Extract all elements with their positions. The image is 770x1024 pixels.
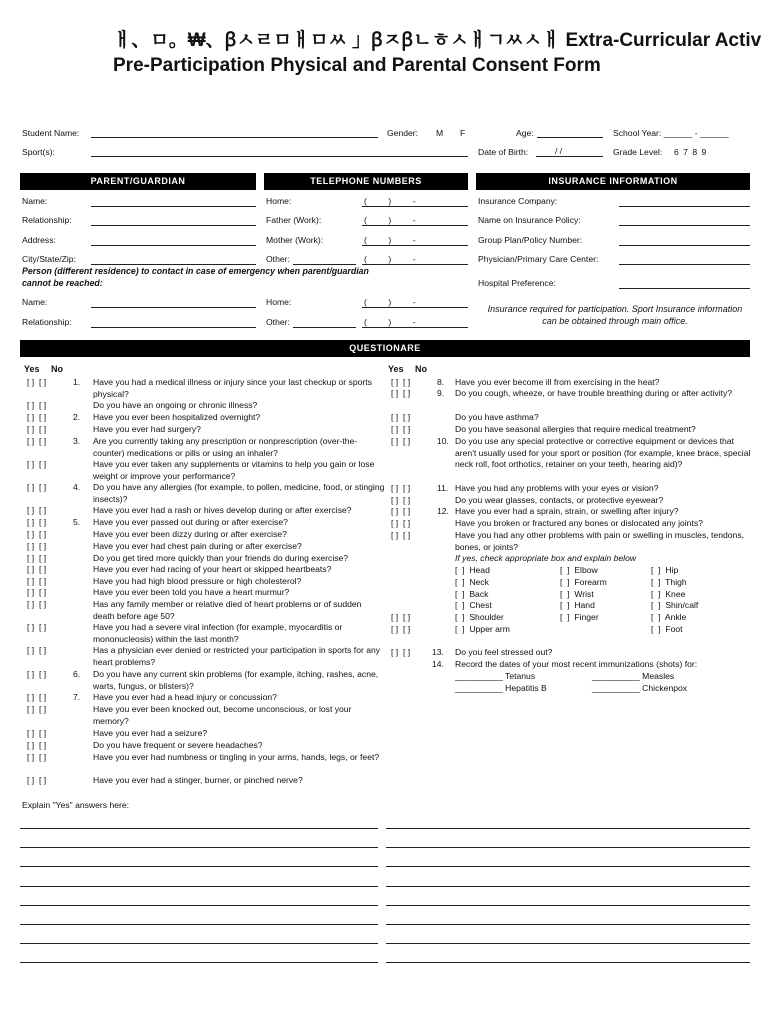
question-text: Have you ever taken any supplements or vitamins to help you gain or lose weight or improve your performance? [93,459,375,481]
emergency-name-field[interactable] [91,307,256,308]
yes-no-checkbox[interactable]: [ ] [ ] [27,728,47,738]
question-text: Have you ever been dizzy during or after exercise? [93,529,287,539]
body-part-checkbox[interactable]: [ ] Knee [651,588,686,599]
explain-line[interactable] [20,905,378,906]
question-number: 1. [73,377,81,387]
explain-line[interactable] [386,962,750,963]
yes-no-checkbox[interactable]: [ ] [ ] [391,388,411,398]
question-number: 10. [437,436,449,446]
yes-no-checkbox[interactable]: [ ] [ ] [27,576,47,586]
emergency-relationship-label: Relationship: [22,317,72,327]
yes-no-checkbox[interactable]: [ ] [ ] [27,553,47,563]
yes-no-checkbox[interactable]: [ ] [ ] [27,669,47,679]
yes-no-checkbox[interactable]: [ ] [ ] [27,645,47,655]
dob-label: Date of Birth: [478,147,529,157]
question-text: Have you ever had a head injury or concussion? [93,692,277,702]
body-part-checkbox[interactable]: [ ] Wrist [560,588,594,599]
insurance-company-label: Insurance Company: [478,196,558,206]
explain-line[interactable] [386,905,750,906]
emergency-home-mask: ( ) - [364,297,416,307]
form-title-line1: ㅐ、ㅁ。₩、ꞵㅅㄹㅁㅐㅁㅆ 」ꞵㅈꞵㄴㅎㅅㅐㄱㅆㅅㅐ Extra-Curricular Activ [113,30,762,51]
phone-home-mask: ( ) - [364,196,416,206]
question-text: Do you use any special protective or corrective equipment or devices that aren't usually used for your sport or position (for example, knee brace, special neck roll, foot orthotics, retainer on your teeth, hearing aid)? [455,436,751,469]
yes-no-checkbox[interactable]: [ ] [ ] [391,436,411,446]
q14-number: 14. [432,659,444,669]
insurance-note: Insurance required for participation. Sport Insurance information can be obtained through main office. [487,304,743,326]
explain-line[interactable] [20,886,378,887]
question-text: Has a physician ever denied or restricted your participation in sports for any heart problems? [93,645,381,667]
tetanus-field[interactable]: __________ Tetanus [455,671,536,681]
parent-name-field[interactable] [91,206,256,207]
yes-no-checkbox[interactable]: [ ] [ ] [27,505,47,515]
body-part-checkbox[interactable]: [ ] Hip [651,565,679,575]
question-number: 11. [437,483,449,493]
question-text: Do you have any current skin problems (for example, itching, rashes, acne, warts, fungus, or blisters)? [93,669,379,691]
chickenpox-field[interactable]: __________ Chickenpox [592,683,688,693]
age-label: Age: [516,128,534,138]
parent-relationship-field[interactable] [91,225,256,226]
body-part-checkbox[interactable]: [ ] Neck [455,576,489,587]
emergency-home-label: Home: [266,297,292,307]
question-text: Have you broken or fractured any bones or dislocated any joints? [455,518,703,528]
yes-no-checkbox[interactable]: [ ] [ ] [391,495,411,505]
parent-city-label: City/State/Zip: [22,254,76,264]
question-text: Have you ever become ill from exercising in the heat? [455,377,660,387]
dob-field[interactable] [536,156,603,157]
q13-number: 13. [432,647,444,657]
question-text: Do you cough, wheeze, or have trouble breathing during or after activity? [455,388,733,398]
yes-no-checkbox[interactable]: [ ] [ ] [27,692,47,702]
question-text: Do you wear glasses, contacts, or protective eyewear? [455,495,664,505]
question-text: Have you had high blood pressure or high cholesterol? [93,576,302,586]
phone-father-field[interactable] [362,225,468,226]
parent-name-label: Name: [22,196,48,206]
question-text: Have you ever had a seizure? [93,728,208,738]
body-part-checkbox[interactable]: [ ] Back [455,588,489,599]
yes-no-checkbox[interactable]: [ ] [ ] [27,482,47,492]
gender-label: Gender: [387,128,419,138]
shoulder-yes-no-box[interactable]: [ ] [ ] [391,612,411,622]
yes-no-checkbox[interactable]: [ ] [ ] [391,506,411,516]
phone-other-field[interactable] [362,264,468,265]
yes-no-checkbox[interactable]: [ ] [ ] [27,436,47,446]
yes-no-checkbox[interactable]: [ ] [ ] [27,517,47,527]
question-number: 12. [437,506,449,516]
question-text: Have you had any other problems with pain or swelling in muscles, tendons, bones, or joints? [455,530,744,552]
question-text: Have you ever had a rash or hives develop during or after exercise? [93,505,352,515]
phone-other-label: Other: [266,254,290,264]
yes-no-checkbox[interactable]: [ ] [ ] [27,400,47,410]
body-part-checkbox[interactable]: [ ] Shin/calf [651,600,699,611]
physician-field[interactable] [619,264,750,265]
grade-level-options[interactable]: 6 7 8 9 [674,147,707,157]
explain-line[interactable] [386,886,750,887]
yes-no-checkbox[interactable]: [ ] [ ] [27,459,47,469]
q13-text: Do you feel stressed out? [455,647,553,657]
body-part-checkbox[interactable]: [ ] Ankle [651,612,687,623]
left-yes-header: Yes [24,364,40,374]
question-text: Have you ever had chest pain during or after exercise? [93,541,302,551]
emergency-home-field[interactable] [362,307,468,308]
question-text: Do you have frequent or severe headaches? [93,740,263,750]
yes-no-checkbox[interactable]: [ ] [ ] [27,704,47,714]
emergency-other-label: Other: [266,317,290,327]
group-plan-field[interactable] [619,245,750,246]
question-number: 8. [437,377,445,387]
explain-line[interactable] [20,847,378,848]
yes-no-checkbox[interactable]: [ ] [ ] [391,412,411,422]
parent-relationship-label: Relationship: [22,215,72,225]
body-part-checkbox[interactable]: [ ] Hand [560,600,595,611]
parent-address-label: Address: [22,235,56,245]
student-name-label: Student Name: [22,128,80,138]
body-part-checkbox[interactable]: [ ] Elbow [560,565,598,575]
yes-no-checkbox[interactable]: [ ] [ ] [391,518,411,528]
question-text: Are you currently taking any prescription or nonprescription (over-the-counter) medications or pills or using an inhaler? [93,436,358,458]
yes-no-checkbox[interactable]: [ ] [ ] [27,377,47,387]
question-number: 7. [73,692,81,702]
telephone-numbers-header: TELEPHONE NUMBERS [264,173,468,190]
sports-label: Sport(s): [22,147,55,157]
question-number: 4. [73,482,81,492]
phone-father-label: Father (Work): [266,215,322,225]
question-number: 9. [437,388,445,398]
question-number: 3. [73,436,81,446]
grade-level-label: Grade Level: [613,147,663,157]
question-text: Have you ever been knocked out, become unconscious, or lost your memory? [93,704,352,726]
body-part-checkbox[interactable]: [ ] Thigh [651,576,687,587]
yes-no-checkbox[interactable]: [ ] [ ] [27,541,47,551]
question-text: Do you have asthma? [455,412,539,422]
right-no-header: No [415,364,427,374]
question-text: Have you ever had surgery? [93,424,201,434]
age-field[interactable] [537,137,603,138]
measles-field[interactable]: __________ Measles [592,671,675,681]
student-name-field[interactable] [91,137,378,138]
explain-line[interactable] [20,924,378,925]
upperarm-yes-no-box[interactable]: [ ] [ ] [391,624,411,634]
body-part-checkbox[interactable]: [ ] Chest [455,600,492,611]
question-text: Have you ever had a stinger, burner, or pinched nerve? [93,775,303,785]
yes-no-checkbox[interactable]: [ ] [ ] [27,587,47,597]
phone-other-name-field[interactable] [293,264,356,265]
body-part-checkbox[interactable]: [ ] Forearm [560,576,607,587]
question-number: 2. [73,412,81,422]
question-text: Have you ever been hospitalized overnight? [93,412,261,422]
explain-line[interactable] [20,943,378,944]
sports-field[interactable] [91,156,468,157]
explain-line[interactable] [386,847,750,848]
q14-text: Record the dates of your most recent immunizations (shots) for: [455,659,698,669]
insurance-information-header: INSURANCE INFORMATION [476,173,750,190]
question-text: Do you have an ongoing or chronic illness? [93,400,258,410]
phone-home-label: Home: [266,196,292,206]
yes-no-checkbox[interactable]: [ ] [ ] [27,412,47,422]
phone-home-field[interactable] [362,206,468,207]
yes-no-checkbox[interactable]: [ ] [ ] [391,483,411,493]
body-part-checkbox[interactable]: [ ] Shoulder [455,612,504,623]
school-year-field[interactable]: School Year: ______ - ______ [613,128,729,138]
phone-mother-field[interactable] [362,245,468,246]
dob-slashes: / / [555,146,563,156]
explain-line[interactable] [386,943,750,944]
explain-label: Explain "Yes" answers here: [22,800,130,810]
body-part-instruction: If yes, check appropriate box and explain below [455,553,637,563]
question-text: Have you had a severe viral infection (for example, myocarditis or mononucleosis) within the last month? [93,622,343,644]
hospital-preference-field[interactable] [619,288,750,289]
yes-no-checkbox[interactable]: [ ] [ ] [391,530,411,540]
emergency-relationship-field[interactable] [91,327,256,328]
group-plan-label: Group Plan/Policy Number: [478,235,583,245]
right-yes-header: Yes [388,364,404,374]
body-part-checkbox[interactable]: [ ] Finger [560,612,599,623]
physician-label: Physician/Primary Care Center: [478,254,599,264]
explain-line[interactable] [20,828,378,829]
phone-mother-mask: ( ) - [364,235,416,245]
yes-no-checkbox[interactable]: [ ] [ ] [391,377,411,387]
yes-no-checkbox[interactable]: [ ] [ ] [27,752,47,762]
hepatitis-field[interactable]: __________ Hepatitis B [455,683,547,693]
question-text: Have you ever passed out during or after exercise? [93,517,288,527]
question-text: Do you have any allergies (for example, to pollen, medicine, food, or stinging insects)? [93,482,385,504]
questionnaire-header: QUESTIONARE [20,340,750,357]
yes-no-checkbox[interactable]: [ ] [ ] [27,564,47,574]
parent-address-field[interactable] [91,245,256,246]
question-text: Do you have seasonal allergies that require medical treatment? [455,424,696,434]
left-no-header: No [51,364,63,374]
question-text: Have you had any problems with your eyes or vision? [455,483,659,493]
policy-name-field[interactable] [619,225,750,226]
phone-father-mask: ( ) - [364,215,416,225]
yes-no-checkbox[interactable]: [ ] [ ] [27,529,47,539]
body-part-checkbox[interactable]: [ ] Head [455,565,490,575]
question-text: Have you ever had racing of your heart or skipped heartbeats? [93,564,332,574]
phone-mother-label: Mother (Work): [266,235,324,245]
question-text: Have you had a medical illness or injury since your last checkup or sports physical? [93,377,372,399]
yes-no-checkbox[interactable]: [ ] [ ] [27,599,47,609]
yes-no-checkbox[interactable]: [ ] [ ] [391,424,411,434]
question-text: Have you ever had numbness or tingling in your arms, hands, legs, or feet? [93,752,380,762]
yes-no-checkbox[interactable]: [ ] [ ] [27,424,47,434]
explain-line[interactable] [386,866,750,867]
yes-no-checkbox[interactable]: [ ] [ ] [27,622,47,632]
q13-box[interactable]: [ ] [ ] [391,647,411,657]
policy-name-label: Name on Insurance Policy: [478,215,581,225]
question-text: Has any family member or relative died of heart problems or of sudden death before age 50? [93,599,362,621]
emergency-contact-heading-line1: Person (different residence) to contact in case of emergency when parent/guardian [22,266,369,276]
emergency-other-name-field[interactable] [293,327,356,328]
gender-m-option[interactable]: M [436,128,444,138]
emergency-contact-heading-line2: cannot be reached: [22,278,103,288]
explain-line[interactable] [20,962,378,963]
question-text: Have you ever had a sprain, strain, or swelling after injury? [455,506,679,516]
insurance-company-field[interactable] [619,206,750,207]
yes-no-checkbox[interactable]: [ ] [ ] [27,775,47,785]
emergency-name-label: Name: [22,297,48,307]
question-text: Do you get tired more quickly than your friends do during exercise? [93,553,349,563]
body-part-checkbox[interactable]: [ ] Upper arm [455,624,510,634]
question-text: Have you ever been told you have a heart murmur? [93,587,290,597]
gender-f-option[interactable]: F [460,128,466,138]
explain-line[interactable] [386,828,750,829]
form-title-line2: Pre-Participation Physical and Parental Consent Form [113,55,601,76]
parent-guardian-header: PARENT/GUARDIAN [20,173,256,190]
hospital-preference-label: Hospital Preference: [478,278,556,288]
yes-no-checkbox[interactable]: [ ] [ ] [27,740,47,750]
emergency-other-field[interactable] [362,327,468,328]
parent-city-field[interactable] [91,264,256,265]
explain-line[interactable] [386,924,750,925]
phone-other-mask: ( ) - [364,254,416,264]
question-number: 6. [73,669,81,679]
explain-line[interactable] [20,866,378,867]
question-number: 5. [73,517,81,527]
emergency-other-mask: ( ) - [364,317,416,327]
body-part-checkbox[interactable]: [ ] Foot [651,624,683,634]
